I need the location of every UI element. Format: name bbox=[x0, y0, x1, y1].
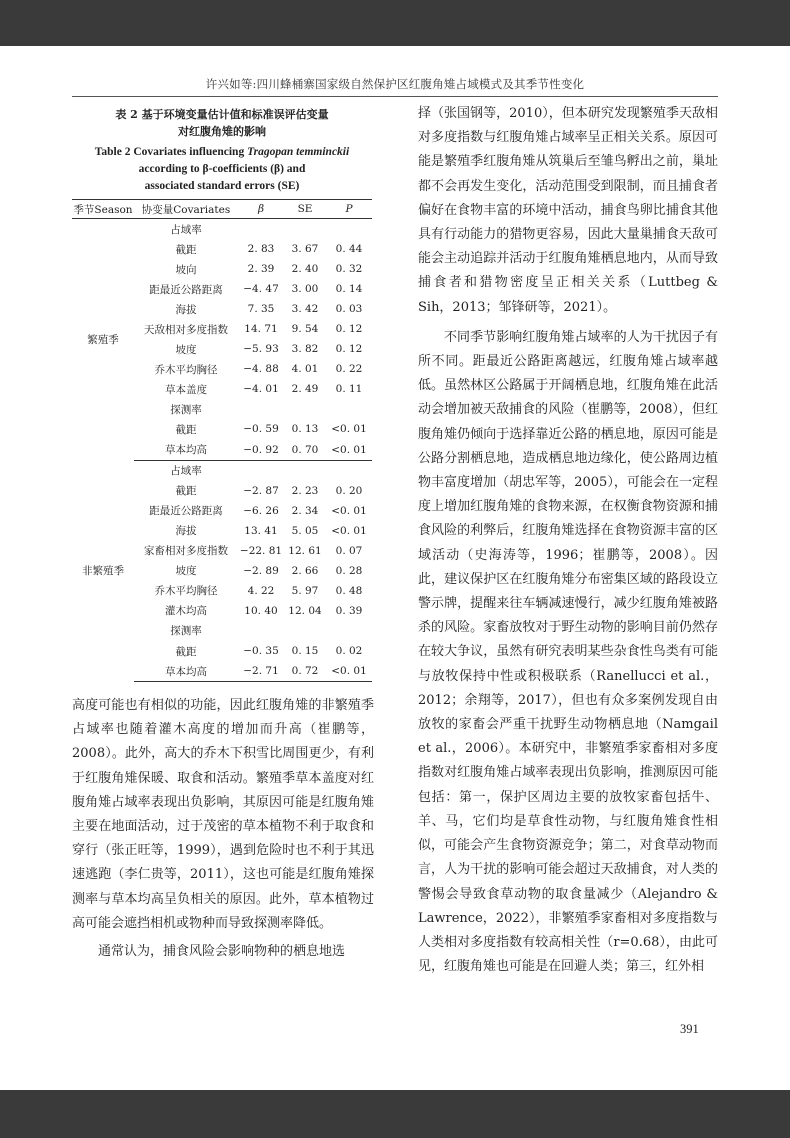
covariate-cell: 乔木平均胸径 bbox=[154, 585, 218, 598]
covariate-cell: 占域率 bbox=[170, 465, 202, 478]
se-cell: 0. 13 bbox=[291, 423, 319, 436]
covariate-cell: 海拔 bbox=[175, 303, 197, 316]
viewer-top-bar bbox=[0, 0, 790, 46]
season-cell: 繁殖季 bbox=[87, 334, 119, 347]
table-row bbox=[72, 219, 372, 240]
covariate-cell: 天敌相对多度指数 bbox=[144, 323, 228, 336]
beta-cell: 13. 41 bbox=[244, 524, 278, 537]
p-cell: 0. 44 bbox=[335, 243, 363, 256]
p-cell: 0. 28 bbox=[335, 564, 363, 577]
beta-cell: −0. 35 bbox=[243, 645, 279, 657]
p-cell: 0. 22 bbox=[335, 363, 363, 376]
se-cell: 5. 05 bbox=[291, 524, 319, 537]
se-cell: 4. 01 bbox=[291, 363, 319, 376]
beta-cell: −22. 81 bbox=[239, 544, 283, 557]
running-head: 许兴如等:四川蜂桶寨国家级自然保护区红腹角雉占域模式及其季节性变化 bbox=[205, 77, 585, 91]
se-cell bbox=[284, 219, 326, 240]
covariate-cell: 灌木均高 bbox=[165, 605, 207, 618]
se-cell: 0. 15 bbox=[291, 645, 319, 657]
season-cell: 非繁殖季 bbox=[82, 565, 124, 578]
p-cell: <0. 01 bbox=[326, 440, 372, 461]
header-p bbox=[326, 200, 372, 219]
beta-cell: 14. 71 bbox=[244, 323, 278, 336]
covariate-cell: 截距 bbox=[175, 243, 197, 256]
right-paragraph-1: 择（张国钢等，2010），但本研究发现繁殖季天敌相对多度指数与红腹角雉占域率呈正相关关系。原因可能是繁殖季红腹角雉从筑巢后至雏鸟孵出之前，巢址都不会再发生变化，活动范围受到限制，而且捕食者偏好在食物丰富的环境中活动，捕食鸟卵比捕食其他具有行动能力的猎物更容易，因此大量巢捕食天敌可能会主动追踪并活动于红腹角雉栖息地内，从而导致捕食者和猎物密度呈正相关关系（Luttbeg & Sih，2013；邹锋研等，2021）。 bbox=[418, 106, 718, 315]
table-row bbox=[72, 460, 372, 481]
table-caption-en-line3: associated standard errors (SE) bbox=[144, 180, 300, 192]
table-caption-zh-line1: 表 2 基于环境变量估计值和标准误评估变量 bbox=[115, 108, 329, 121]
left-paragraph-2: 通常认为，捕食风险会影响物种的栖息地选 bbox=[98, 944, 346, 960]
beta-cell: −4. 01 bbox=[243, 383, 279, 396]
table-caption-en-line1 bbox=[72, 144, 372, 161]
covariate-cell: 探测率 bbox=[170, 625, 202, 638]
covariate-cell: 家畜相对多度指数 bbox=[144, 545, 228, 558]
left-column-text bbox=[72, 694, 374, 964]
covariate-cell: 乔木平均胸径 bbox=[154, 363, 218, 376]
se-cell: 0. 72 bbox=[284, 661, 326, 682]
beta-cell: −4. 47 bbox=[243, 283, 279, 296]
covariates-table bbox=[72, 199, 372, 682]
header-beta bbox=[238, 200, 284, 219]
table-caption-zh-line2: 对红腹角雉的影响 bbox=[178, 125, 266, 138]
covariate-cell: 坡度 bbox=[175, 343, 197, 356]
table-caption-en-prefix: Table 2 Covariates influencing bbox=[94, 146, 248, 158]
se-cell bbox=[284, 621, 326, 641]
beta-cell bbox=[238, 460, 284, 481]
beta-cell bbox=[238, 621, 284, 641]
table-caption-en-line2: according to β-coefficients (β) and bbox=[138, 163, 306, 175]
covariate-cell: 截距 bbox=[175, 485, 197, 498]
p-cell: 0. 20 bbox=[335, 484, 363, 497]
header-p-symbol: P bbox=[345, 203, 353, 215]
beta-cell bbox=[238, 219, 284, 240]
header-rule bbox=[72, 96, 718, 97]
right-column-text bbox=[418, 102, 718, 979]
covariate-cell: 截距 bbox=[175, 645, 197, 658]
p-cell: 0. 12 bbox=[335, 323, 363, 336]
page-number: 391 bbox=[680, 1022, 699, 1036]
p-cell bbox=[326, 621, 372, 641]
p-cell: 0. 14 bbox=[335, 283, 363, 296]
se-cell: 2. 34 bbox=[291, 504, 319, 517]
covariate-cell: 海拔 bbox=[175, 525, 197, 538]
p-cell: 0. 11 bbox=[335, 383, 363, 396]
beta-cell: −6. 26 bbox=[243, 504, 279, 517]
p-cell: 0. 12 bbox=[335, 343, 363, 356]
header-se: SE bbox=[284, 200, 326, 219]
covariate-cell: 截距 bbox=[175, 423, 197, 436]
table-header-row bbox=[72, 200, 372, 219]
beta-cell: 2. 83 bbox=[247, 243, 275, 256]
beta-cell: 7. 35 bbox=[247, 303, 275, 316]
right-paragraph-2: 不同季节影响红腹角雉占域率的人为干扰因子有所不同。距最近公路距离越远，红腹角雉占域率越低。虽然林区公路属于开阔栖息地，红腹角雉在此活动会增加被天敌捕食的风险（崔鹏等，2008），但红腹角雉仍倾向于选择靠近公路的栖息地，原因可能是公路分割栖息地，造成栖息地边缘化，使公路周边植物丰富度增加（胡忠军等，2005），可能会在一定程度上增加红腹角雉的食物来源，在权衡食物资源和捕食风险的利弊后，红腹角雉选择在食物资源丰富的区域活动（史海涛等，1996；崔鹏等，2008）。因此，建议保护区在红腹角雉分布密集区域的路段设立警示牌，提醒来往车辆减速慢行，减少红腹角雉被路杀的风险。家畜放牧对于野生动物的影响目前仍然存在较大争议，虽然有研究表明某些杂食性鸟类有可能与放牧保持中性或积极联系（Ranellucci et al.，2012；余翔等，2017），但也有众多案例发现自由放牧的家畜会严重干扰野生动物栖息地（Namgail et al.，2006）。本研究中，非繁殖季家畜相对多度指数对红腹角雉占域率表现出负影响，推测原因可能包括：第一，保护区周边主要的放牧家畜包括牛、羊、马，它们均是草食性动物，与红腹角雉食性相似，可能会产生食物资源竞争；第二，对食草动物而言，人为干扰的影响可能会超过天敌捕食，对人类的警惕会导致食草动物的取食量减少（Alejandro & Lawrence，2022），非繁殖季家畜相对多度指数与人类相对多度指数有较高相关性（r=0.68），由此可见，红腹角雉也可能是在回避人类；第三，红外相 bbox=[418, 329, 718, 975]
paper-page bbox=[0, 46, 790, 1090]
covariate-cell: 草本盖度 bbox=[165, 383, 207, 396]
p-cell: 0. 03 bbox=[335, 303, 363, 316]
table-caption-en-species: Tragopan temminckii bbox=[247, 146, 350, 158]
beta-cell: −5. 93 bbox=[243, 343, 279, 356]
covariate-cell: 距最近公路距离 bbox=[149, 283, 223, 296]
p-cell: 0. 07 bbox=[335, 544, 363, 557]
se-cell bbox=[284, 399, 326, 419]
covariate-cell: 探测率 bbox=[170, 403, 202, 416]
viewer-bottom-bar bbox=[0, 1090, 790, 1138]
beta-cell: −0. 92 bbox=[238, 440, 284, 461]
beta-cell: 2. 39 bbox=[247, 263, 275, 276]
se-cell: 3. 82 bbox=[291, 343, 319, 356]
beta-cell: −2. 89 bbox=[243, 564, 279, 577]
se-cell: 3. 67 bbox=[291, 243, 319, 256]
beta-cell: 4. 22 bbox=[247, 584, 275, 597]
se-cell: 2. 49 bbox=[291, 383, 319, 396]
header-covariate: 协变量Covariates bbox=[134, 200, 238, 219]
se-cell: 3. 42 bbox=[291, 303, 319, 316]
se-cell: 0. 70 bbox=[284, 440, 326, 461]
beta-cell: −2. 71 bbox=[238, 661, 284, 682]
beta-cell: 10. 40 bbox=[244, 604, 278, 617]
p-cell bbox=[326, 460, 372, 481]
se-cell bbox=[284, 460, 326, 481]
p-cell: <0. 01 bbox=[326, 661, 372, 682]
p-cell: 0. 39 bbox=[335, 604, 363, 617]
p-cell: <0. 01 bbox=[331, 524, 367, 537]
beta-cell: −2. 87 bbox=[243, 484, 279, 497]
table-body bbox=[72, 219, 372, 682]
beta-cell: −4. 88 bbox=[243, 363, 279, 376]
covariate-cell: 占域率 bbox=[170, 223, 202, 236]
table-caption-zh bbox=[72, 106, 372, 140]
p-cell bbox=[326, 399, 372, 419]
table-caption-en bbox=[72, 144, 372, 195]
header-season: 季节Season bbox=[72, 200, 134, 219]
header-beta-symbol: β bbox=[257, 203, 265, 215]
p-cell: 0. 48 bbox=[335, 584, 363, 597]
covariate-cell: 坡向 bbox=[175, 263, 197, 276]
se-cell: 5. 97 bbox=[291, 584, 319, 597]
covariate-cell: 草本均高 bbox=[134, 440, 238, 461]
covariate-cell: 坡度 bbox=[175, 565, 197, 578]
p-cell: 0. 02 bbox=[335, 645, 363, 657]
p-cell: <0. 01 bbox=[331, 423, 367, 436]
se-cell: 12. 04 bbox=[288, 604, 322, 617]
p-cell: <0. 01 bbox=[331, 504, 367, 517]
se-cell: 2. 40 bbox=[291, 263, 319, 276]
beta-cell bbox=[238, 399, 284, 419]
se-cell: 12. 61 bbox=[288, 544, 322, 557]
covariate-cell: 距最近公路距离 bbox=[149, 505, 223, 518]
se-cell: 3. 00 bbox=[291, 283, 319, 296]
se-cell: 9. 54 bbox=[291, 323, 319, 336]
left-paragraph-1: 高度可能也有相似的功能，因此红腹角雉的非繁殖季占域率也随着灌木高度的增加而升高（崔鹏等，2008）。此外，高大的乔木下积雪比周围更少，有利于红腹角雉保暖、取食和活动。繁殖季草本盖度对红腹角雉占域率表现出负影响，其原因可能是红腹角雉主要在地面活动，过于茂密的草本植物不利于取食和穿行（张正旺等，1999），遇到危险时也不利于其迅速逃跑（李仁贵等，2011），这也可能是红腹角雉探测率与草本均高呈负相关的原因。此外，草本植物过高可能会遮挡相机或物种而导致探测率降低。 bbox=[72, 698, 374, 931]
beta-cell: −0. 59 bbox=[243, 423, 279, 436]
se-cell: 2. 23 bbox=[291, 484, 319, 497]
p-cell: 0. 32 bbox=[335, 263, 363, 276]
se-cell: 2. 66 bbox=[291, 564, 319, 577]
p-cell bbox=[326, 219, 372, 240]
covariate-cell: 草本均高 bbox=[134, 661, 238, 682]
